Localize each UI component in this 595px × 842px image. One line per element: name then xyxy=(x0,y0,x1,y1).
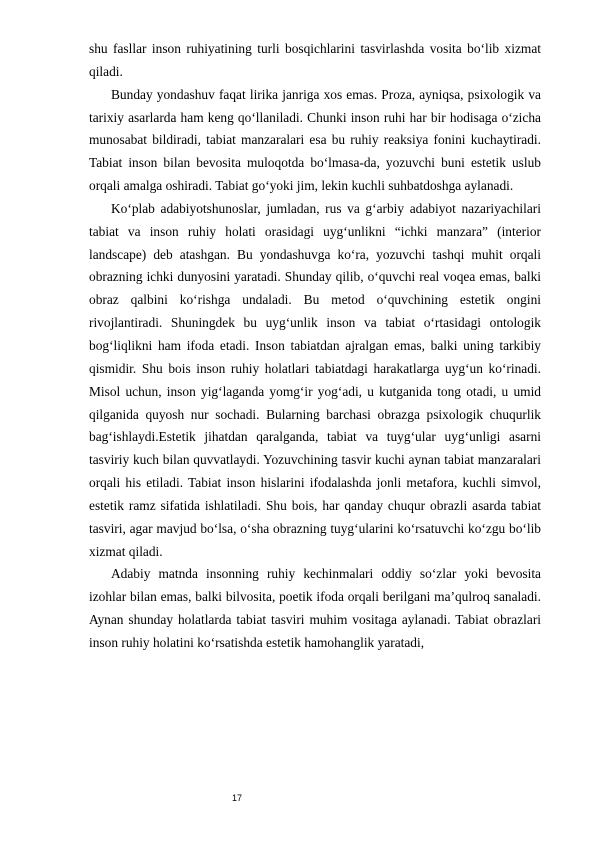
paragraph-interior-landscape: Ko‘plab adabiyotshunoslar, jumladan, rus va g‘arbiy adabiyot nazariyachilari tabiat va inson ruhiy holati orasidagi uyg‘unlikni “ichki manzara” (interior landscape) deb atashgan. Bu yondashuvga ko‘ra, yozuvchi tashqi muhit orqali obrazning ichki dunyosini yaratadi. Shunday qilib, o‘quvchi real voqea emas, balki obraz qalbini ko‘rishga undaladi. Bu metod o‘quvchining estetik ongini rivojlantiradi. Shuningdek bu uyg‘unlik inson va tabiat o‘rtasidagi ontologik bog‘liqlikni ham ifoda etadi. Inson tabiatdan ajralgan emas, balki uning tarkibiy qismidir. Shu bois inson ruhiy holatlari tabiatdagi harakatlarga uyg‘un ko‘rinadi. Misol uchun, inson yig‘laganda yomg‘ir yog‘adi, u kutganida tong otadi, u umid qilganida quyosh nur sochadi. Bularning barchasi obrazga psixologik chuqurlik bag‘ishlaydi.Estetik jihatdan qaralganda, tabiat va tuyg‘ular uyg‘unligi asarni tasviriy kuch bilan quvvatlaydi. Yozuvchining tasvir kuchi aynan tabiat manzaralari orqali his etiladi. Tabiat inson hislarini ifodalashda jonli metafora, kuchli simvol, estetik ramz sifatida ishlatiladi. Shu bois, har qanday chuqur obrazli asarda tabiat tasviri, agar mavjud bo‘lsa, o‘sha obrazning tuyg‘ularini ko‘rsatuvchi ko‘zgu bo‘lib xizmat qiladi. xyxy=(89,200,541,559)
paragraph-continuation: shu fasllar inson ruhiyatining turli bosqichlarini tasvirlashda vosita bo‘lib xizmat qiladi. xyxy=(89,41,541,79)
paragraph-literary-text: Adabiy matnda insonning ruhiy kechinmalari oddiy so‘zlar yoki bevosita izohlar bilan emas, balki bilvosita, poetik ifoda orqali berilgani ma’qulroq sanaladi. Aynan shunday holatlarda tabiat tasviri muhim vositaga aylanadi. Tabiat obrazlari inson ruhiy holatini ko‘rsatishda estetik hamohanglik yaratadi, xyxy=(89,566,541,650)
page-number: 17 xyxy=(232,793,243,803)
document-body xyxy=(89,38,541,655)
paragraph-prose-approach: Bunday yondashuv faqat lirika janriga xos emas. Proza, ayniqsa, psixologik va tarixiy asarlarda ham keng qo‘llaniladi. Chunki inson ruhi har bir hodisaga o‘zicha munosabat bildiradi, tabiat manzaralari esa bu ruhiy reaksiya fonini kuchaytiradi. Tabiat inson bilan bevosita muloqotda bo‘lmasa-da, yozuvchi buni estetik uslub orqali amalga oshiradi. Tabiat go‘yoki jim, lekin kuchli suhbatdoshga aylanadi. xyxy=(89,86,541,194)
